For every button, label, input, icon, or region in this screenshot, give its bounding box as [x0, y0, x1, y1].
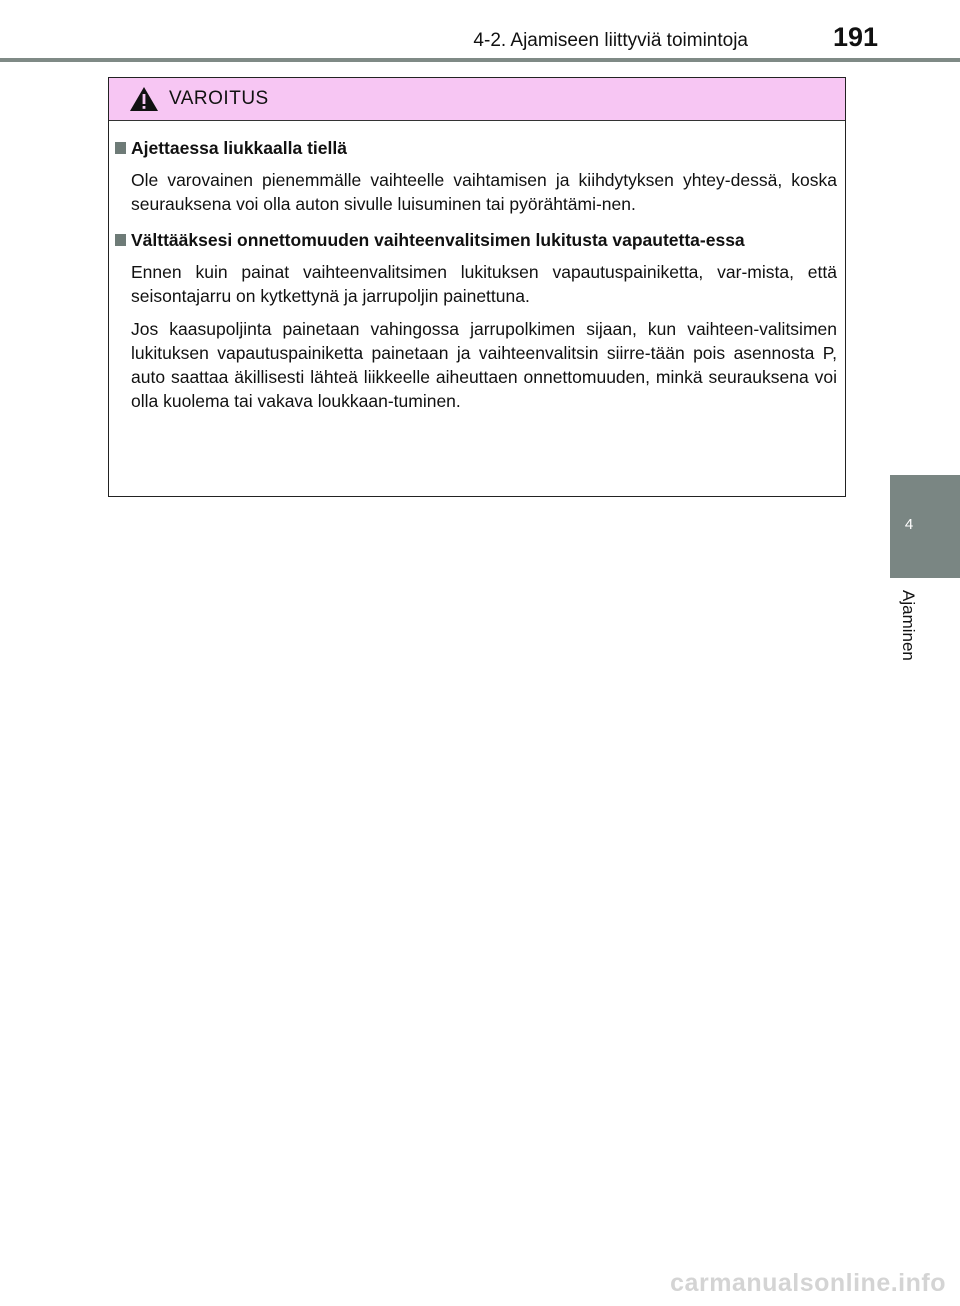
warning-box	[108, 77, 846, 497]
square-bullet-icon	[115, 142, 126, 154]
warning-triangle-icon	[129, 86, 159, 112]
paragraph: Ennen kuin painat vaihteenvalitsimen lukituksen vapautuspainiketta, var-mista, että seisontajarru on kytkettynä ja jarrupoljin painettuna.	[131, 262, 837, 306]
watermark: carmanualsonline.info	[670, 1269, 946, 1297]
warning-header	[109, 78, 845, 121]
paragraph: Ole varovainen pienemmälle vaihteelle vaihtamisen ja kiihdytyksen yhtey-dessä, koska seurauksena voi olla auton sivulle luisuminen tai pyörähtämi-nen.	[131, 170, 837, 214]
warning-body	[109, 121, 845, 413]
section-heading	[109, 136, 837, 161]
section-title: 4-2. Ajamiseen liittyviä toimintoja	[473, 30, 748, 51]
section-heading-text: Välttääksesi onnettomuuden vaihteenvalitsimen lukitusta vapautetta-essa	[131, 230, 745, 250]
page-number: 191	[832, 22, 878, 52]
chapter-tab	[890, 475, 960, 578]
chapter-label-text: Ajaminen	[899, 590, 918, 661]
chapter-label	[894, 590, 922, 680]
paragraph: Jos kaasupoljinta painetaan vahingossa jarrupolkimen sijaan, kun vaihteen-valitsimen lukituksen vapautuspainiketta painetaan ja vaihteenvalitsin siirre-tään pois asennosta P, auto saattaa äkillisesti lähteä liikkeelle aiheuttaen onnettomuuden, minkä seurauksena voi olla kuolema tai vakava loukkaan-tuminen.	[131, 319, 837, 411]
header-divider	[0, 58, 960, 62]
chapter-number: 4	[904, 516, 914, 533]
section-heading	[109, 228, 837, 253]
square-bullet-icon	[115, 234, 126, 246]
warning-section-shift-lock	[109, 228, 837, 413]
warning-label: VAROITUS	[169, 88, 269, 109]
warning-section-slippery-road	[109, 136, 837, 216]
section-heading-text: Ajettaessa liukkaalla tiellä	[131, 138, 347, 158]
